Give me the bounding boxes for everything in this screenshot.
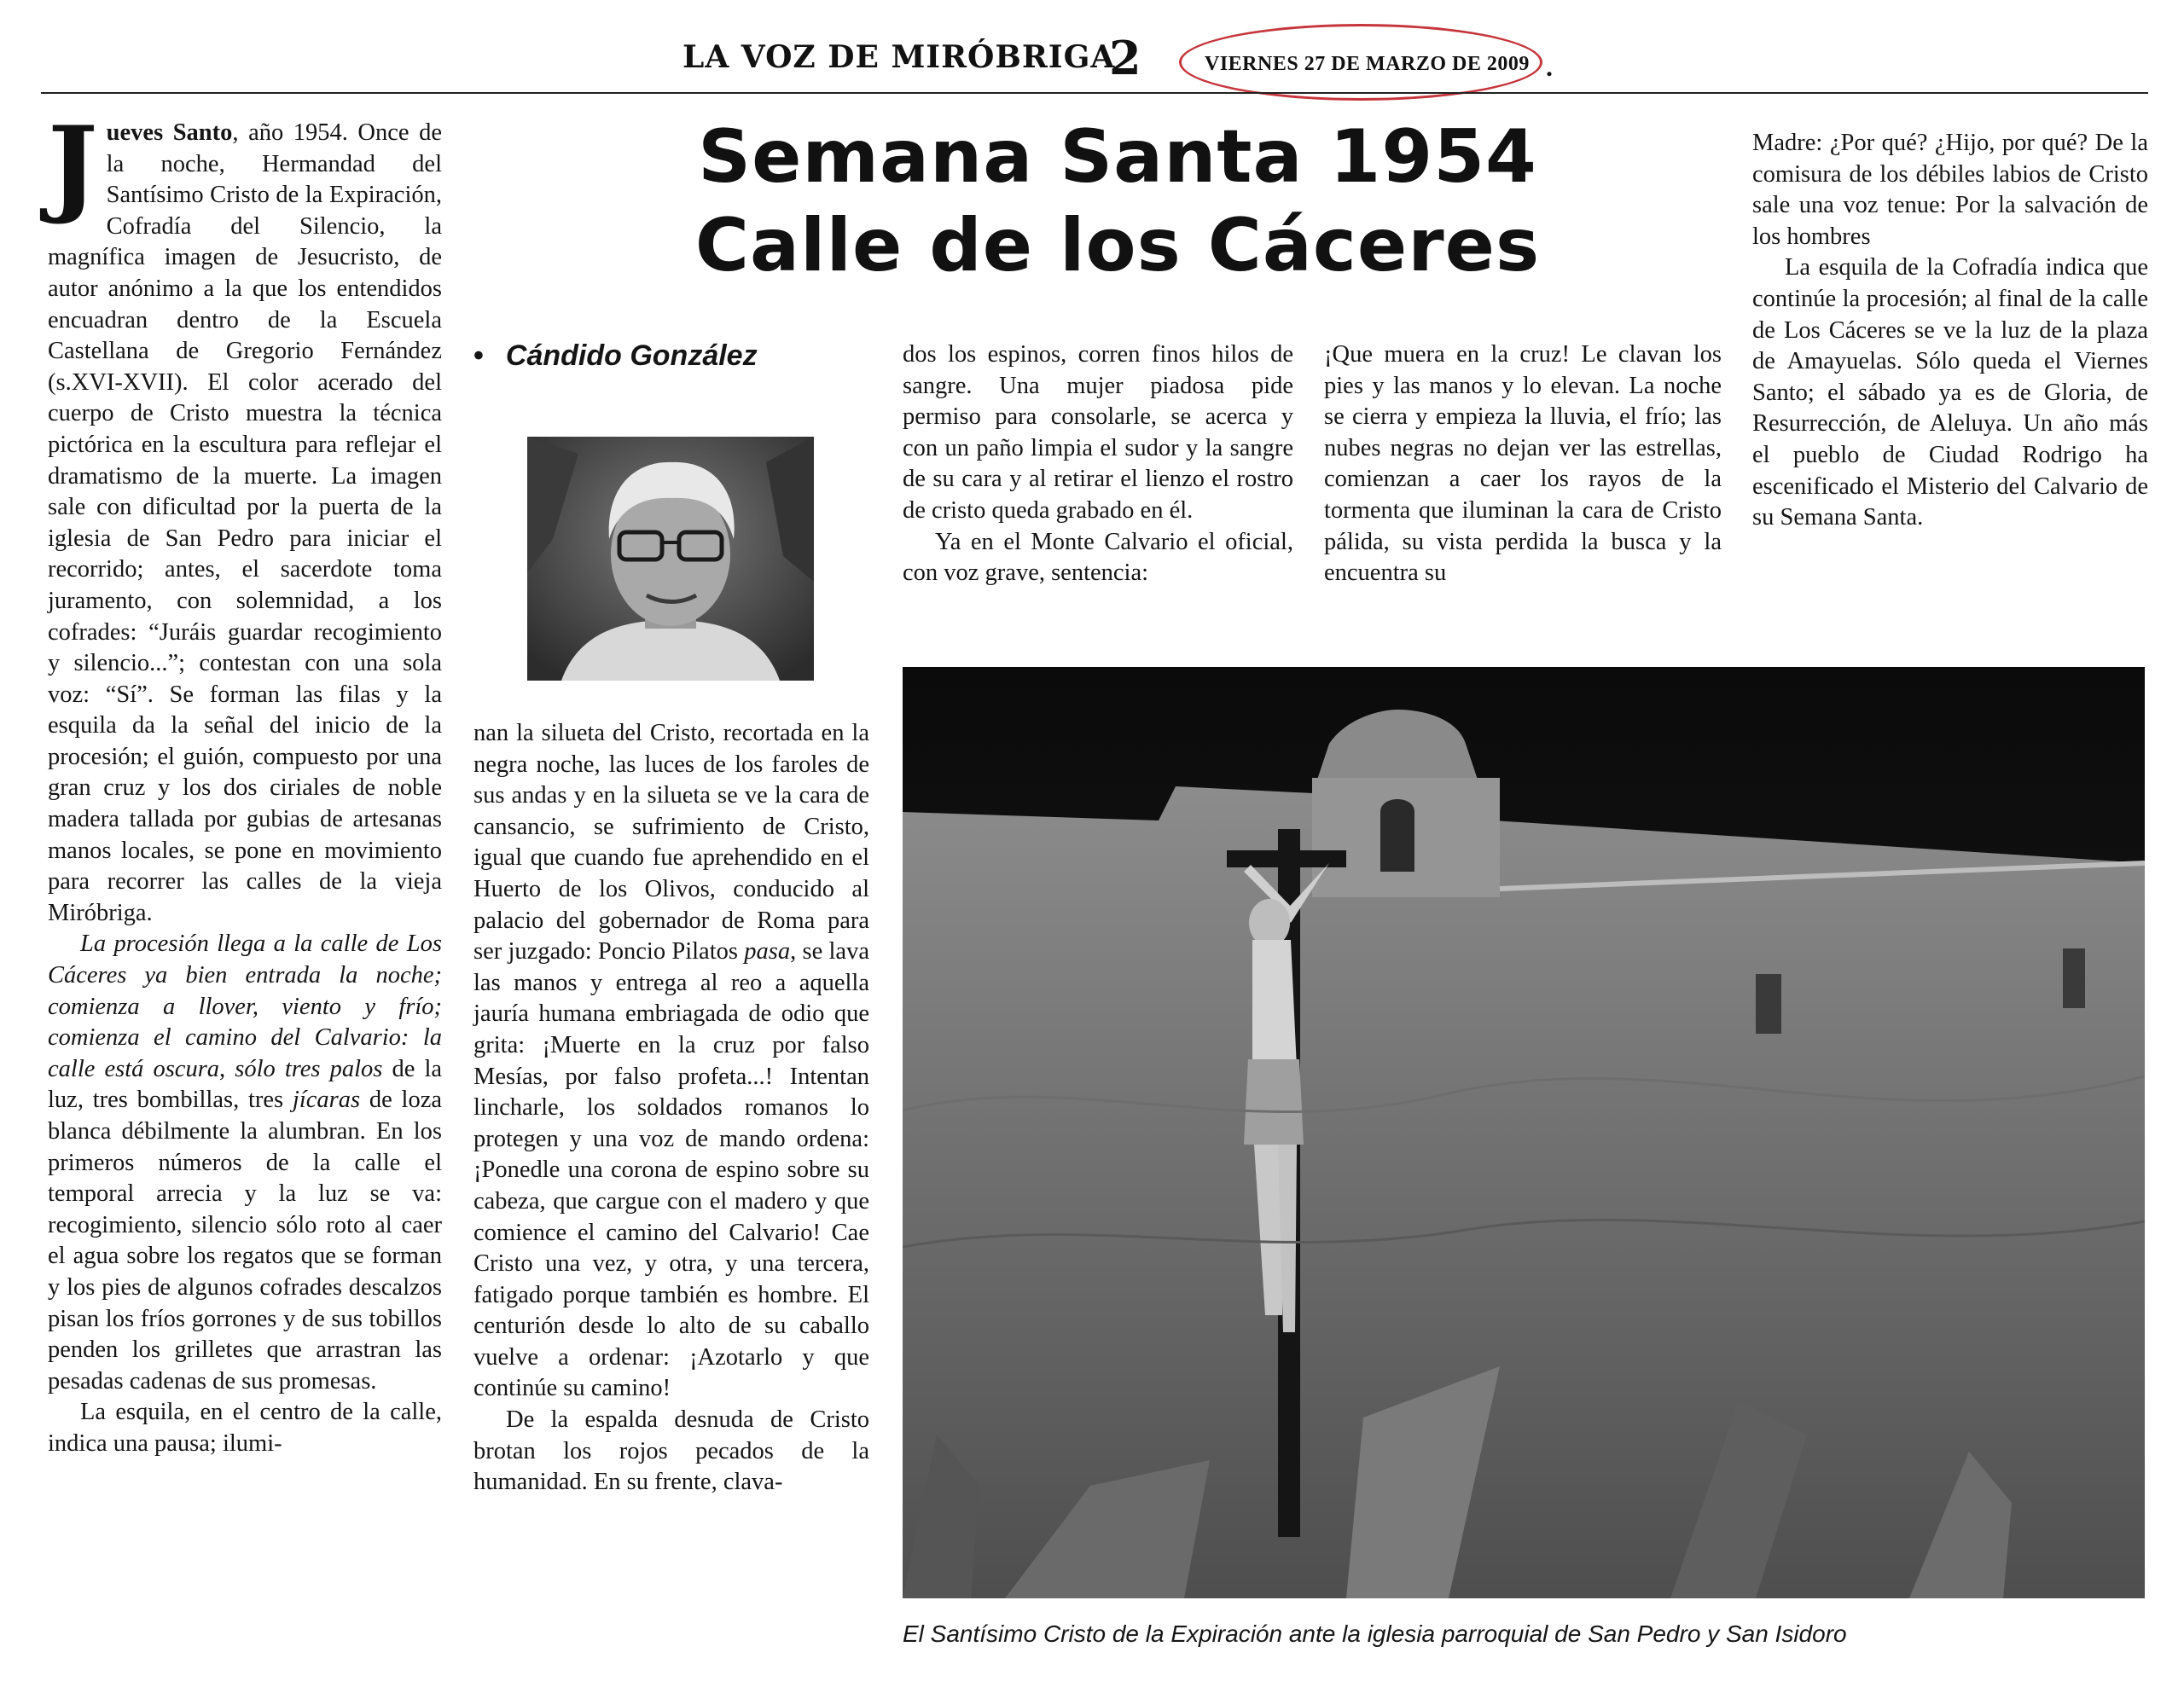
page-number: 2: [1109, 31, 1141, 85]
paragraph-text: , año 1954. Once de la noche, Hermandad del Santísimo Cristo de la Expiración, Cofradía del Silencio, la magnífica imagen de Jesucristo, de autor anónimo a la que los entendidos encuadran dentro de la Escuela Castellana de Gregorio Fernández (s.XVI-XVII). El color acerado del cuerpo de Cristo muestra la técnica pictórica en la escultura para reflejar el dramatismo de la muerte. La imagen sale con dificultad por la puerta de la iglesia de San Pedro para iniciar el recorrido; antes, el sacerdote toma juramento, con solemnidad, a los cofrades: “Juráis guardar recogimiento y silencio...”; contestan con una sola voz: “Sí”. Se forman las filas y la esquila da la señal del inicio de la procesión; el guión, compuesto por una gran cruz y los dos ciriales de noble madera tallada por gubias de artesanas manos locales, se pone en movimiento para recorrer las calles de la vieja Miróbriga.: [48, 119, 442, 926]
article-headline: [589, 113, 1647, 290]
paragraph-text: nan la silueta del Cristo, recortada en la negra noche, las luces de los faroles de sus andas y en la silueta se ve la cara de cansancio, se sufrimiento de Cristo, igual que cuando fue aprehendido en el Huerto de los Olivos, conducido al palacio del gobernador de Roma para ser juzgado: Poncio Pilatos: [473, 720, 869, 965]
paragraph: La esquila de la Cofradía indica que continúe la procesión; al final de la calle de Los Cáceres se ve la luz de la plaza de Amayuelas. Sólo queda el Viernes Santo; el sábado ya es de Gloria, de Resurrección, de Aleluya. Un año más el pueblo de Ciudad Rodrigo ha escenificado el Misterio del Calvario de su Semana Santa.: [1752, 254, 2148, 531]
paragraph: [473, 718, 869, 1405]
publication-date: VIERNES 27 DE MARZO DE 2009: [1205, 53, 1530, 75]
author-name: Cándido González: [505, 339, 758, 372]
article-column-1: [48, 104, 443, 1460]
paragraph: De la espalda desnuda de Cristo brotan los rojos pecados de la humanidad. En su frente, clava-: [473, 1406, 869, 1496]
paragraph: [48, 104, 442, 929]
masthead-rule: [41, 92, 2148, 94]
article-column-2: [473, 718, 869, 1499]
lead-in: ueves Santo: [106, 119, 233, 146]
paragraph: Madre: ¿Por qué? ¿Hijo, por qué? De la comisura de los débiles labios de Cristo sale una voz tenue: Por la salvación de los hombres: [1752, 130, 2148, 250]
headline-line-1: Semana Santa 1954: [698, 114, 1537, 200]
crucifix-church-image: [903, 667, 2145, 1598]
article-column-4: [1324, 339, 1722, 589]
photo-caption: El Santísimo Cristo de la Expiración ante la iglesia parroquial de San Pedro y San Isidoro: [903, 1621, 1847, 1647]
paragraph: [48, 929, 442, 1397]
paragraph: La esquila, en el centro de la calle, indica una pausa; ilumi-: [48, 1399, 442, 1457]
newspaper-name: LA VOZ DE MIRÓBRIGA: [682, 39, 1116, 75]
paragraph-text: de loza blanca débilmente la alumbran. En los primeros números de la calle el temporal arrecia y la luz se va: recogimiento, silencio sólo roto al caer el agua sobre los regatos que se forman y los pies de algunos cofrades descalzos pisan los fríos gorrones y de sus tobillos penden los grilletes que arrastran las pesadas cadenas de sus promesas.: [48, 1087, 443, 1394]
headline-line-2: Calle de los Cáceres: [694, 203, 1541, 288]
paragraph-text: de la luz, tres bombillas, tres: [48, 1055, 443, 1114]
masthead-dot: .: [1546, 51, 1553, 82]
paragraph-text: , se lava las manos y entrega al reo a aquella jauría humana embriagada de odio que grita: ¡Muerte en la cruz por falso Mesías, por falso profeta...! Intentan lincharle, los soldados romanos lo protegen y una voz de mando ordena: ¡Ponedle una corona de espino sobre su cabeza, que cargue con el madero y que comience el camino del Calvario! Cae Cristo una vez, y otra, y una tercera, fatigado porque también es hombre. El centurión desde lo alto de su caballo vuelve a ordenar: ¡Azotarlo y que continúe su camino!: [473, 938, 869, 1402]
paragraph-text-italic: palos: [329, 1055, 383, 1082]
paragraph: ¡Que muera en la cruz! Le clavan los pies y las manos y lo elevan. La noche se cierra y empieza la lluvia, el frío; las nubes negras no dejan ver las estrellas, comienzan a caer los rayos de la tormenta que iluminan la cara de Cristo pálida, su vista perdida la busca y la encuentra su: [1324, 341, 1722, 587]
paragraph-text-italic: pasa: [744, 938, 791, 965]
article-column-5: [1752, 128, 2148, 534]
paragraph: Ya en el Monte Calvario el oficial, con voz grave, sentencia:: [903, 528, 1293, 587]
article-column-3: [903, 339, 1293, 589]
author-portrait-image: [527, 437, 814, 681]
author-photo: [527, 437, 814, 681]
paragraph-text-italic: La procesión llega a la calle de Los Cáceres ya bien entrada la noche; comienza a llover, viento y frío; comienza el camino del Calvario: la calle está oscura, sólo tres: [48, 931, 442, 1082]
paragraph-text-italic: jícaras: [292, 1087, 361, 1114]
main-photo: [903, 667, 2145, 1598]
byline-bullet: •: [473, 339, 484, 372]
drop-cap: J: [48, 104, 98, 228]
byline: [473, 339, 758, 373]
paragraph: dos los espinos, corren finos hilos de sangre. Una mujer piadosa pide permiso para consolarle, se acerca y con un paño limpia el sudor y la sangre de su cara y al retirar el lienzo el rostro de cristo queda grabado en él.: [903, 341, 1293, 524]
